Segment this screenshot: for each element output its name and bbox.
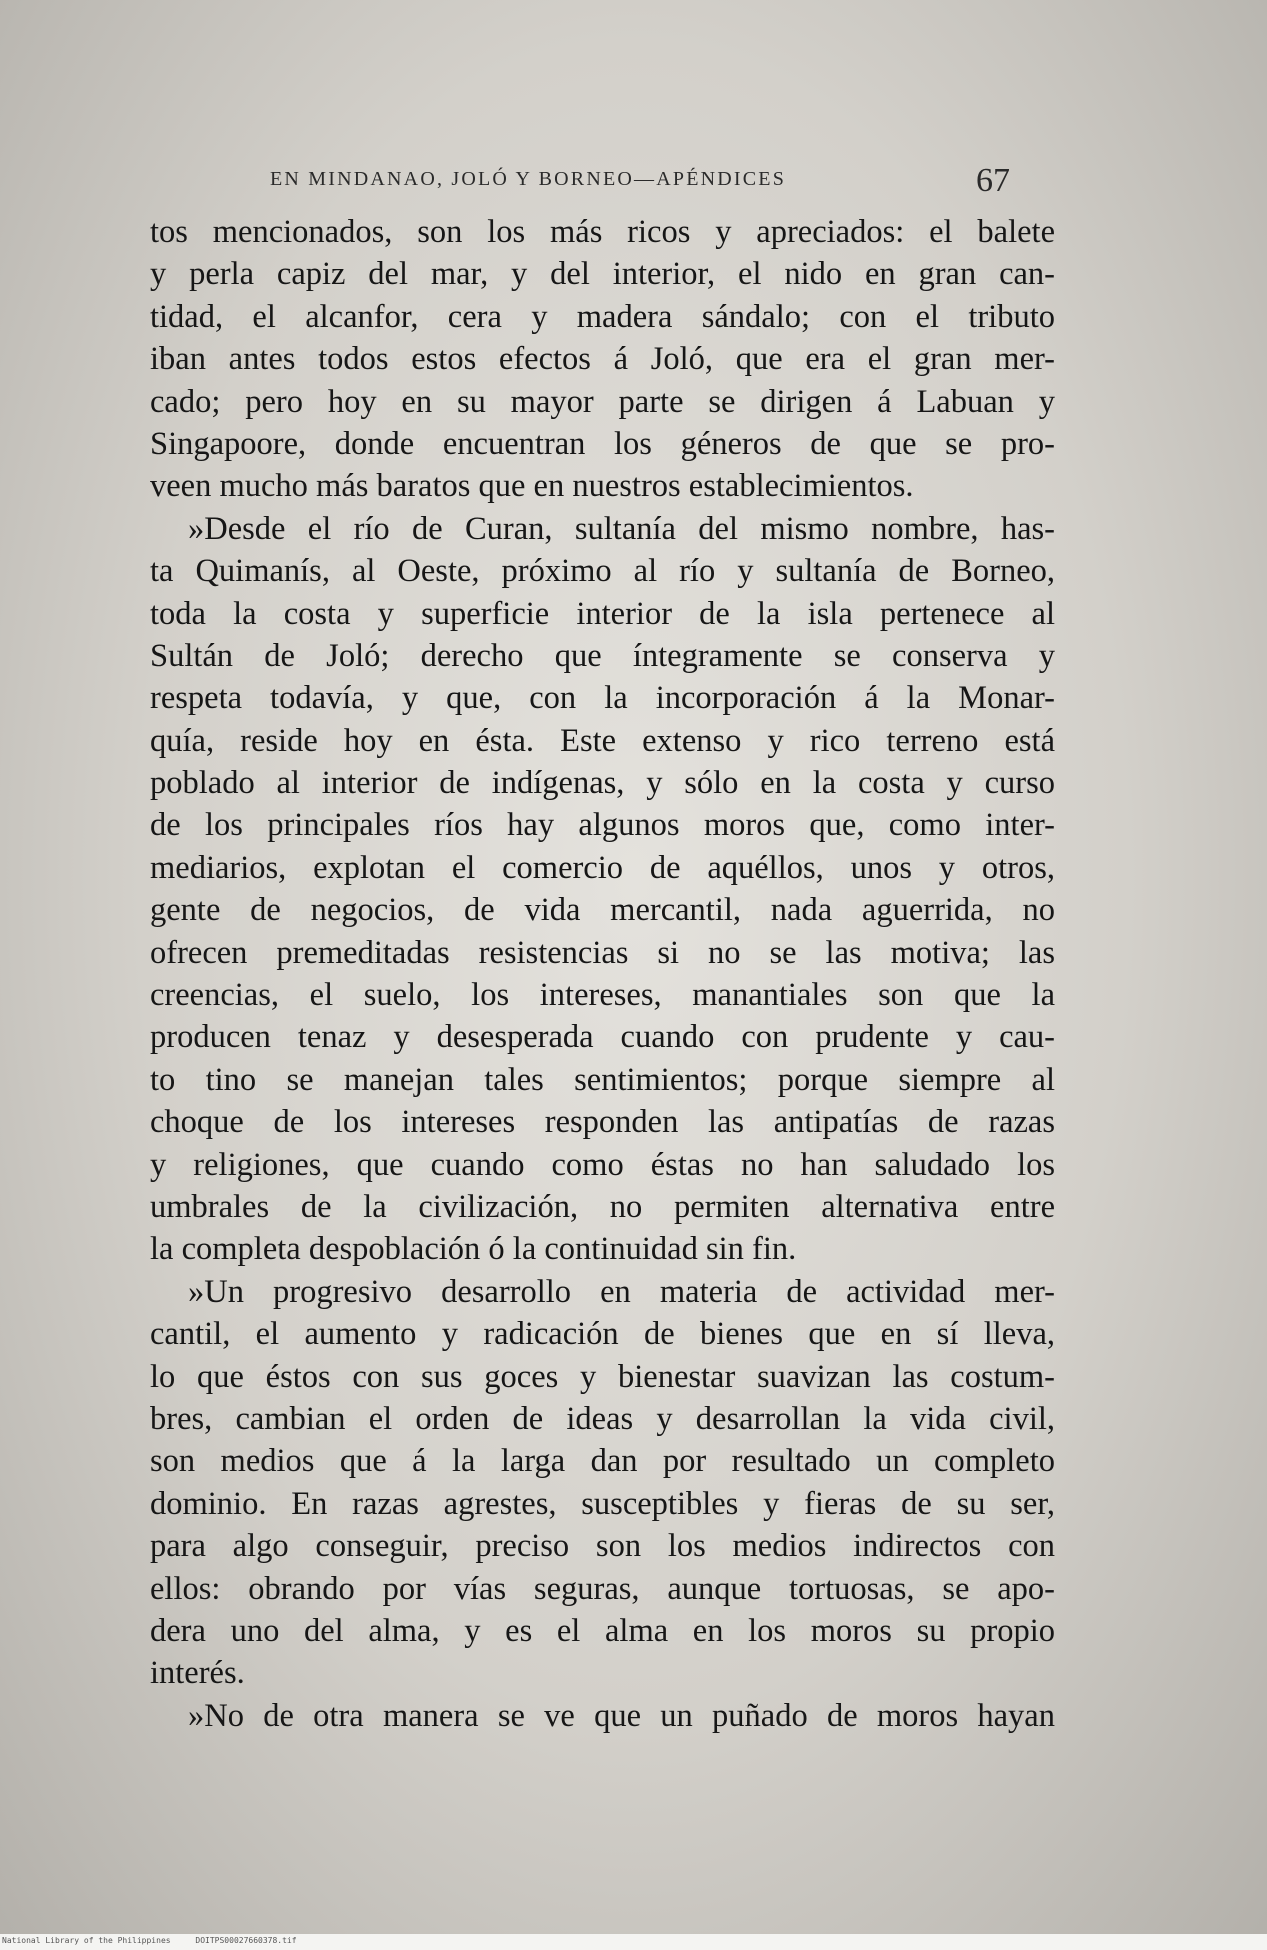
- text-line: umbrales de la civilización, no permiten alternativa entre: [150, 1188, 1055, 1225]
- paragraph: [150, 508, 1055, 1271]
- text-line: veen mucho más baratos que en nuestros establecimientos.: [150, 468, 914, 505]
- paragraph: [150, 1271, 1055, 1695]
- page-number: 67: [976, 162, 1010, 199]
- text-line: choque de los intereses responden las antipatías de razas: [150, 1104, 1055, 1141]
- text-line: Singapoore, donde encuentran los géneros de que se pro-: [150, 425, 1055, 462]
- text-line: ellos: obrando por vías seguras, aunque tortuosas, se apo-: [150, 1570, 1055, 1607]
- file-name: DOITPS00027660378.tif: [195, 1936, 297, 1945]
- text-line: tidad, el alcanfor, cera y madera sándalo; con el tributo: [150, 298, 1055, 335]
- text-line: mediarios, explotan el comercio de aquéllos, unos y otros,: [150, 849, 1055, 886]
- text-line: »Desde el río de Curan, sultanía del mismo nombre, has-: [188, 510, 1055, 547]
- page-header: [270, 162, 1010, 202]
- library-name: National Library of the Philippines: [2, 1936, 171, 1945]
- text-line: lo que éstos con sus goces y bienestar suavizan las costum-: [150, 1358, 1055, 1395]
- text-line: tos mencionados, son los más ricos y apreciados: el balete: [150, 214, 1055, 250]
- text-line: poblado al interior de indígenas, y sólo en la costa y curso: [150, 765, 1055, 802]
- text-line: creencias, el suelo, los intereses, manantiales son que la: [150, 977, 1055, 1014]
- text-line: Sultán de Joló; derecho que íntegramente se conserva y: [150, 637, 1055, 674]
- text-line: interés.: [150, 1655, 245, 1692]
- text-line: quía, reside hoy en ésta. Este extenso y rico terreno está: [150, 722, 1055, 759]
- text-line: »No de otra manera se ve que un puñado de moros hayan: [188, 1697, 1055, 1734]
- text-line: son medios que á la larga dan por resultado un completo: [150, 1443, 1055, 1480]
- scan-footer: [0, 1934, 1267, 1950]
- text-line: dera uno del alma, y es el alma en los moros su propio: [150, 1612, 1055, 1649]
- text-line: la completa despoblación ó la continuidad sin fin.: [150, 1231, 797, 1268]
- text-line: iban antes todos estos efectos á Joló, que era el gran mer-: [150, 341, 1055, 378]
- text-line: producen tenaz y desesperada cuando con prudente y cau-: [150, 1019, 1055, 1056]
- text-line: »Un progresivo desarrollo en materia de actividad mer-: [188, 1273, 1055, 1310]
- text-line: y religiones, que cuando como éstas no han saludado los: [150, 1146, 1055, 1183]
- text-line: respeta todavía, y que, con la incorporación á la Monar-: [150, 680, 1055, 717]
- text-line: ofrecen premeditadas resistencias si no se las motiva; las: [150, 934, 1055, 971]
- text-line: ta Quimanís, al Oeste, próximo al río y sultanía de Borneo,: [150, 553, 1055, 590]
- text-line: cantil, el aumento y radicación de bienes que en sí lleva,: [150, 1316, 1055, 1353]
- text-line: cado; pero hoy en su mayor parte se dirigen á Labuan y: [150, 383, 1055, 420]
- text-line: para algo conseguir, preciso son los medios indirectos con: [150, 1528, 1055, 1565]
- paragraph: [150, 1695, 1055, 1737]
- text-line: bres, cambian el orden de ideas y desarrollan la vida civil,: [150, 1400, 1055, 1437]
- text-line: de los principales ríos hay algunos moros que, como inter-: [150, 807, 1055, 844]
- body-text: [150, 211, 1055, 1737]
- text-line: y perla capiz del mar, y del interior, el nido en gran can-: [150, 256, 1055, 293]
- text-line: to tino se manejan tales sentimientos; porque siempre al: [150, 1061, 1055, 1098]
- text-line: gente de negocios, de vida mercantil, nada aguerrida, no: [150, 892, 1055, 929]
- running-head: EN MINDANAO, JOLÓ Y BORNEO—APÉNDICES: [270, 168, 787, 190]
- text-line: dominio. En razas agrestes, susceptibles y fieras de su ser,: [150, 1485, 1055, 1522]
- scan-footer-text: [2, 1936, 317, 1945]
- paragraph: [150, 211, 1055, 508]
- text-line: toda la costa y superficie interior de la isla pertenece al: [150, 595, 1055, 632]
